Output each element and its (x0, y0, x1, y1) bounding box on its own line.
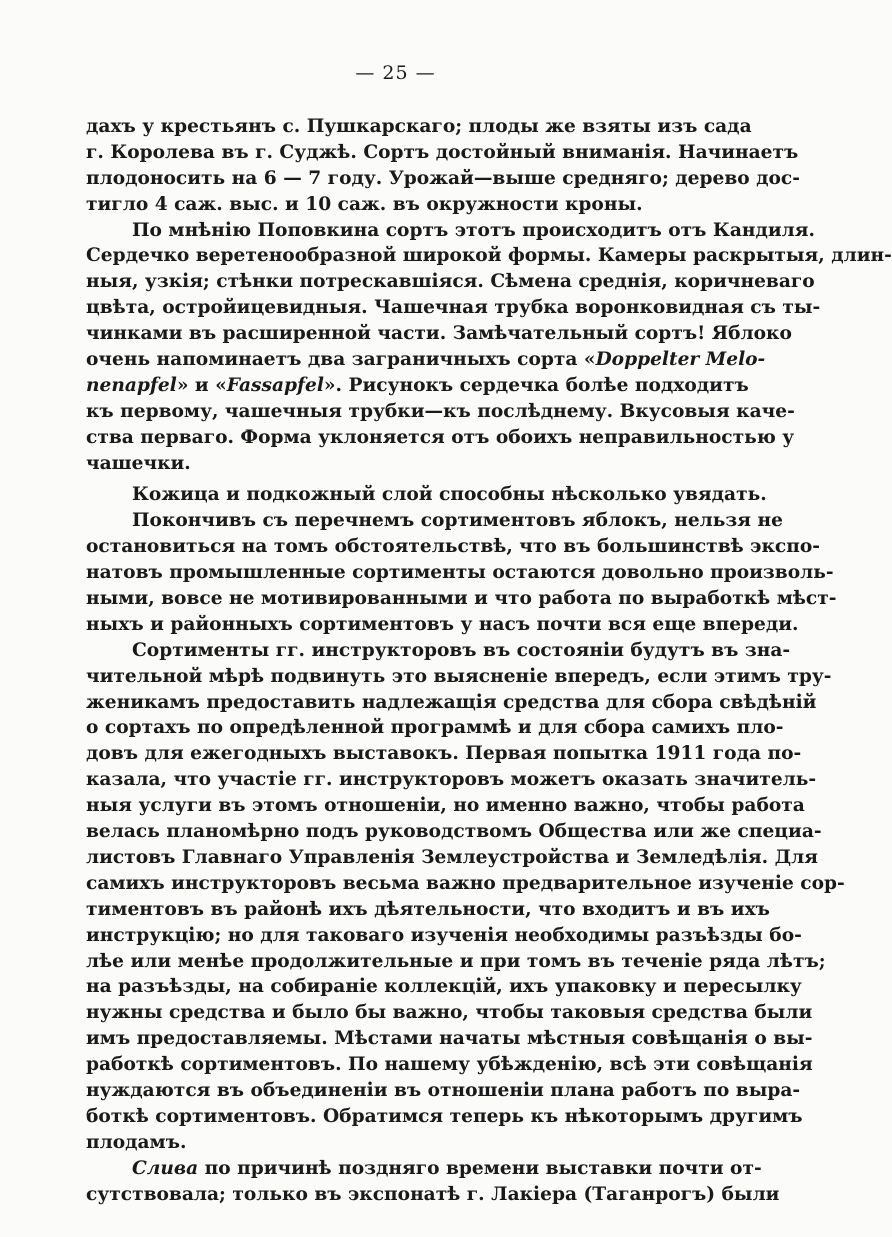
text-segment: на разъѣзды, на собираніе коллекцій, ихъ упаковку и пересылку (86, 976, 802, 998)
text-line (86, 767, 817, 793)
text-segment: казала, что участіе гг. инструкторовъ можетъ оказать значитель- (86, 769, 817, 791)
text-line (86, 1000, 813, 1026)
text-segment: Покончивъ съ перечнемъ сортиментовъ яблокъ, нельзя не (132, 510, 783, 532)
text-line (86, 1182, 780, 1208)
text-segment: велась планомѣрно подъ руководствомъ Общества или же специа- (86, 821, 822, 843)
text-segment: » и « (176, 374, 227, 396)
text-segment: сутствовала; только въ экспонатѣ г. Лакіера (Таганрогъ) были (86, 1183, 780, 1205)
text-segment: Сортименты гг. инструкторовъ въ состояніи будутъ въ зна- (132, 639, 791, 661)
text-line (86, 508, 783, 534)
italic-text: nenapfel (86, 374, 177, 396)
text-line (86, 586, 837, 612)
text-segment: листовъ Главнаго Управленія Землеустройства и Земледѣлія. Для (86, 846, 818, 868)
text-segment: лѣе или менѣе продолжительные и при томъ въ теченіе ряда лѣтъ; (86, 950, 826, 972)
text-segment: имъ предоставляемы. Мѣстами начаты мѣстныя совѣщанія о вы- (86, 1028, 813, 1050)
body-text (86, 114, 892, 1207)
text-line (86, 664, 832, 690)
text-segment: чинками въ расширенной части. Замѣчательный сортъ! Яблоко (86, 323, 792, 345)
text-line (86, 373, 749, 399)
text-segment: къ первому, чашечныя трубки—къ послѣднему. Вкусовыя каче- (86, 400, 795, 422)
text-line (86, 923, 802, 949)
text-segment: Сердечко веретенообразной широкой формы. Камеры раскрытыя, длин- (86, 245, 892, 267)
italic-text: Fassapfel (226, 374, 324, 396)
text-segment: по причинѣ поздняго времени выставки почти от- (198, 1157, 762, 1179)
text-line (86, 1156, 762, 1182)
text-segment: чительной мѣрѣ подвинуть это выясненіе впередъ, если этимъ тру- (86, 665, 832, 687)
text-line (86, 192, 708, 218)
text-line (86, 690, 817, 716)
text-segment: ства перваго. Форма уклоняется отъ обоихъ неправильностью у (86, 426, 795, 448)
text-line (86, 451, 708, 477)
text-segment: ными, вовсе не мотивированными и что работа по выработкѣ мѣст- (86, 588, 837, 610)
text-line (86, 974, 802, 1000)
text-segment: нужны средства и было бы важно, чтобы таковыя средства были (86, 1002, 813, 1024)
text-segment: остановиться на томъ обстоятельствѣ, что въ большинствѣ экспо- (86, 536, 820, 558)
text-line (86, 1130, 708, 1156)
text-line (86, 819, 822, 845)
text-line (86, 321, 792, 347)
text-segment: инструкцію; но для таковаго изученія необходимы разъѣзды бо- (86, 924, 802, 946)
text-line (86, 166, 800, 192)
text-segment: боткѣ сортиментовъ. Обратимся теперь къ нѣкоторымъ другимъ (86, 1105, 803, 1127)
text-segment: довъ для ежегодныхъ выставокъ. Первая попытка 1911 года по- (86, 743, 802, 765)
text-line (86, 534, 820, 560)
text-line (86, 425, 795, 451)
text-segment: ныхъ и районныхъ сортиментовъ у насъ почти вся еще впереди. (86, 613, 799, 635)
text-line (86, 949, 826, 975)
text-segment: натовъ промышленные сортименты остаются довольно произволь- (86, 562, 834, 584)
text-segment: г. Королева въ г. Суджѣ. Сортъ достойный вниманія. Начинаетъ (86, 141, 799, 163)
text-segment: нуждаются въ объединеніи въ отношеніи плана работъ по выра- (86, 1079, 801, 1101)
text-segment: тиментовъ въ районѣ ихъ дѣятельности, что входитъ и въ ихъ (86, 898, 770, 920)
text-line (86, 1078, 801, 1104)
text-segment: очень напоминаетъ два заграничныхъ сорта « (86, 349, 596, 371)
text-line (86, 218, 815, 244)
text-line (86, 482, 767, 508)
text-line (86, 243, 892, 269)
text-line (86, 741, 802, 767)
text-segment: работкѣ сортиментовъ. По нашему убѣжденію, всѣ эти совѣщанія (86, 1054, 813, 1076)
text-segment: По мнѣнію Поповкина сортъ этотъ происходитъ отъ Кандиля. (132, 219, 815, 241)
text-line (86, 871, 845, 897)
text-line (86, 793, 805, 819)
text-segment: женикамъ предоставить надлежащія средства для сбора свѣдѣній (86, 691, 817, 713)
page-number: — 25 — (355, 62, 436, 84)
text-line (86, 399, 795, 425)
italic-text: Слива (132, 1157, 199, 1179)
text-line (86, 1026, 813, 1052)
text-line (86, 1104, 803, 1130)
text-segment: самихъ инструкторовъ весьма важно предварительное изученіе сор- (86, 872, 845, 894)
text-line (86, 715, 784, 741)
text-line (86, 347, 766, 373)
text-line (86, 1052, 813, 1078)
text-line (86, 612, 799, 638)
text-segment: ». Рисунокъ сердечка болѣе подходитъ (323, 374, 749, 396)
italic-text: Doppelter Melo- (595, 349, 766, 371)
text-line (86, 638, 791, 664)
text-line (86, 269, 815, 295)
text-line (86, 295, 821, 321)
text-segment: дахъ у крестьянъ с. Пушкарскаго; плоды же взяты изъ сада (86, 116, 752, 137)
text-line (86, 845, 818, 871)
text-segment: тигло 4 саж. выс. и 10 саж. въ окружности кроны. (86, 193, 643, 215)
text-segment: ныя, узкія; стѣнки потрескавшіяся. Сѣмена среднія, коричневаго (86, 271, 815, 293)
text-segment: плодоносить на 6 — 7 году. Урожай—выше средняго; дерево дос- (86, 167, 800, 189)
text-segment: цвѣта, остройицевидныя. Чашечная трубка воронковидная съ ты- (86, 297, 821, 319)
text-segment: чашечки. (86, 452, 191, 474)
text-segment: плодамъ. (86, 1131, 187, 1153)
text-line (86, 897, 770, 923)
text-segment: о сортахъ по опредѣленной программѣ и для сбора самихъ пло- (86, 717, 784, 739)
text-segment: ныя услуги въ этомъ отношеніи, но именно важно, чтобы работа (86, 795, 805, 817)
text-line (86, 140, 799, 166)
text-segment: Кожица и подкожный слой способны нѣсколько увядать. (132, 484, 767, 506)
text-line (86, 114, 752, 140)
text-line (86, 560, 834, 586)
